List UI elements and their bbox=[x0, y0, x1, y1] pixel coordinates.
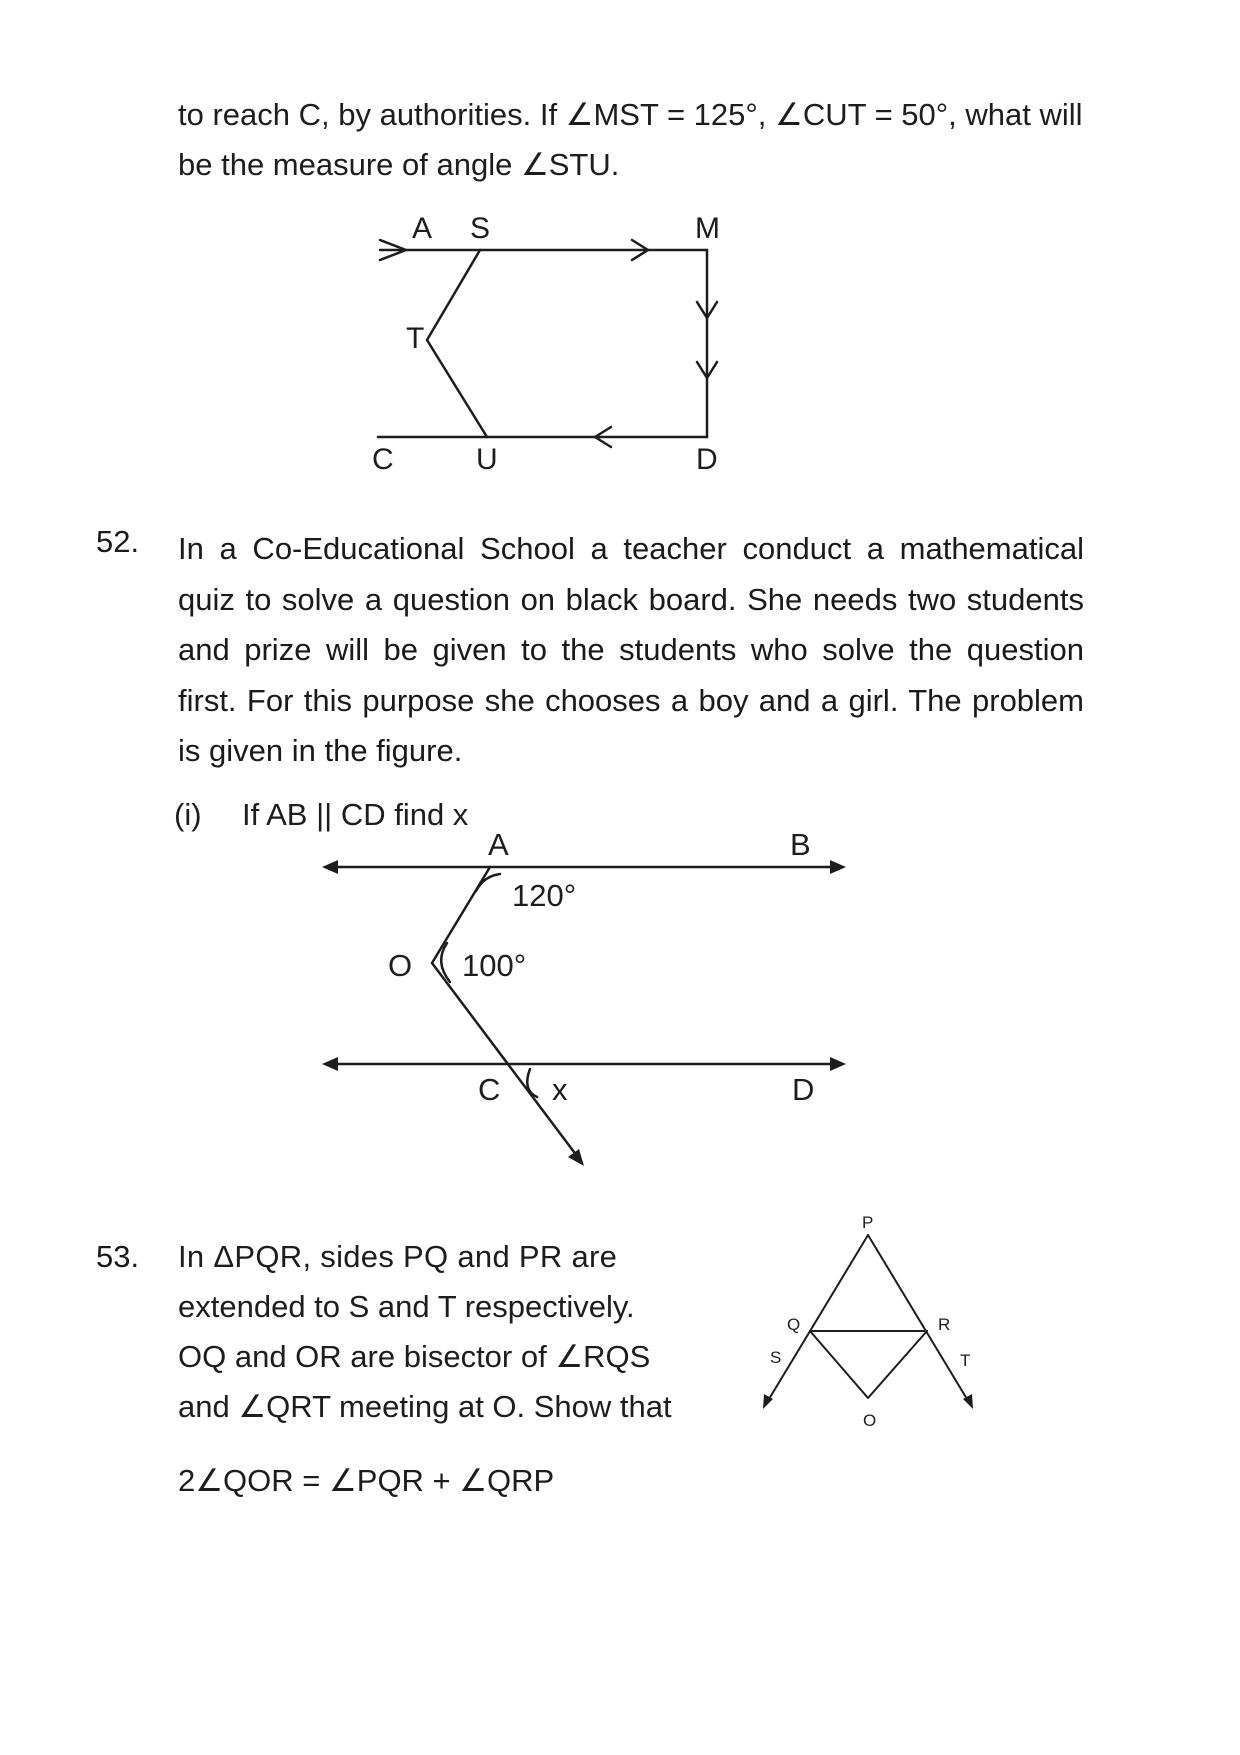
label-c: C bbox=[478, 1072, 501, 1107]
question-53-number: 53. bbox=[96, 1239, 140, 1274]
label-d: D bbox=[792, 1072, 815, 1107]
label-p: P bbox=[862, 1213, 874, 1232]
label-t: T bbox=[960, 1351, 971, 1370]
label-x: x bbox=[552, 1072, 568, 1107]
label-o: O bbox=[388, 948, 413, 983]
question-52-number: 52. bbox=[96, 524, 140, 559]
lines-qo-ro bbox=[810, 1331, 927, 1398]
label-angle-120: 120° bbox=[512, 878, 577, 913]
label-c: C bbox=[372, 443, 394, 476]
label-d: D bbox=[696, 443, 718, 476]
question-52-sub-number: (i) bbox=[174, 797, 202, 832]
question-53-line-3: OQ and OR are bisector of ∠RQS bbox=[178, 1339, 651, 1374]
line-pt bbox=[868, 1235, 970, 1404]
line-ps bbox=[766, 1235, 868, 1404]
label-o: O bbox=[863, 1411, 877, 1430]
label-a: A bbox=[412, 212, 433, 245]
label-a: A bbox=[488, 827, 509, 862]
question-53-line-4: and ∠QRT meeting at O. Show that bbox=[178, 1389, 672, 1424]
label-s: S bbox=[770, 1348, 782, 1367]
label-r: R bbox=[938, 1315, 951, 1334]
question-53-equation: 2∠QOR = ∠PQR + ∠QRP bbox=[178, 1463, 555, 1498]
question-53-line-1: In ΔPQR, sides PQ and PR are bbox=[178, 1239, 618, 1274]
question-52-sub-text: If AB || CD find x bbox=[242, 797, 469, 832]
question-52-text: In a Co-Educational School a teacher conduct a mathematical quiz to solve a question on black board. She needs two students and prize will be given to the students who solve the question first. For this purpose she chooses a boy and a girl. The problem is given in the figure. bbox=[178, 531, 1084, 768]
label-m: M bbox=[695, 212, 720, 245]
label-q: Q bbox=[787, 1315, 801, 1334]
intro-line-2: be the measure of angle ∠STU. bbox=[178, 147, 620, 182]
question-53-line-2: extended to S and T respectively. bbox=[178, 1289, 635, 1324]
intro-line-1: to reach C, by authorities. If ∠MST = 125°, ∠CUT = 50°, what will bbox=[178, 97, 1083, 132]
label-t: T bbox=[406, 322, 425, 355]
label-u: U bbox=[476, 443, 498, 476]
label-s: S bbox=[470, 212, 491, 245]
label-angle-100: 100° bbox=[462, 948, 527, 983]
label-b: B bbox=[790, 827, 811, 862]
